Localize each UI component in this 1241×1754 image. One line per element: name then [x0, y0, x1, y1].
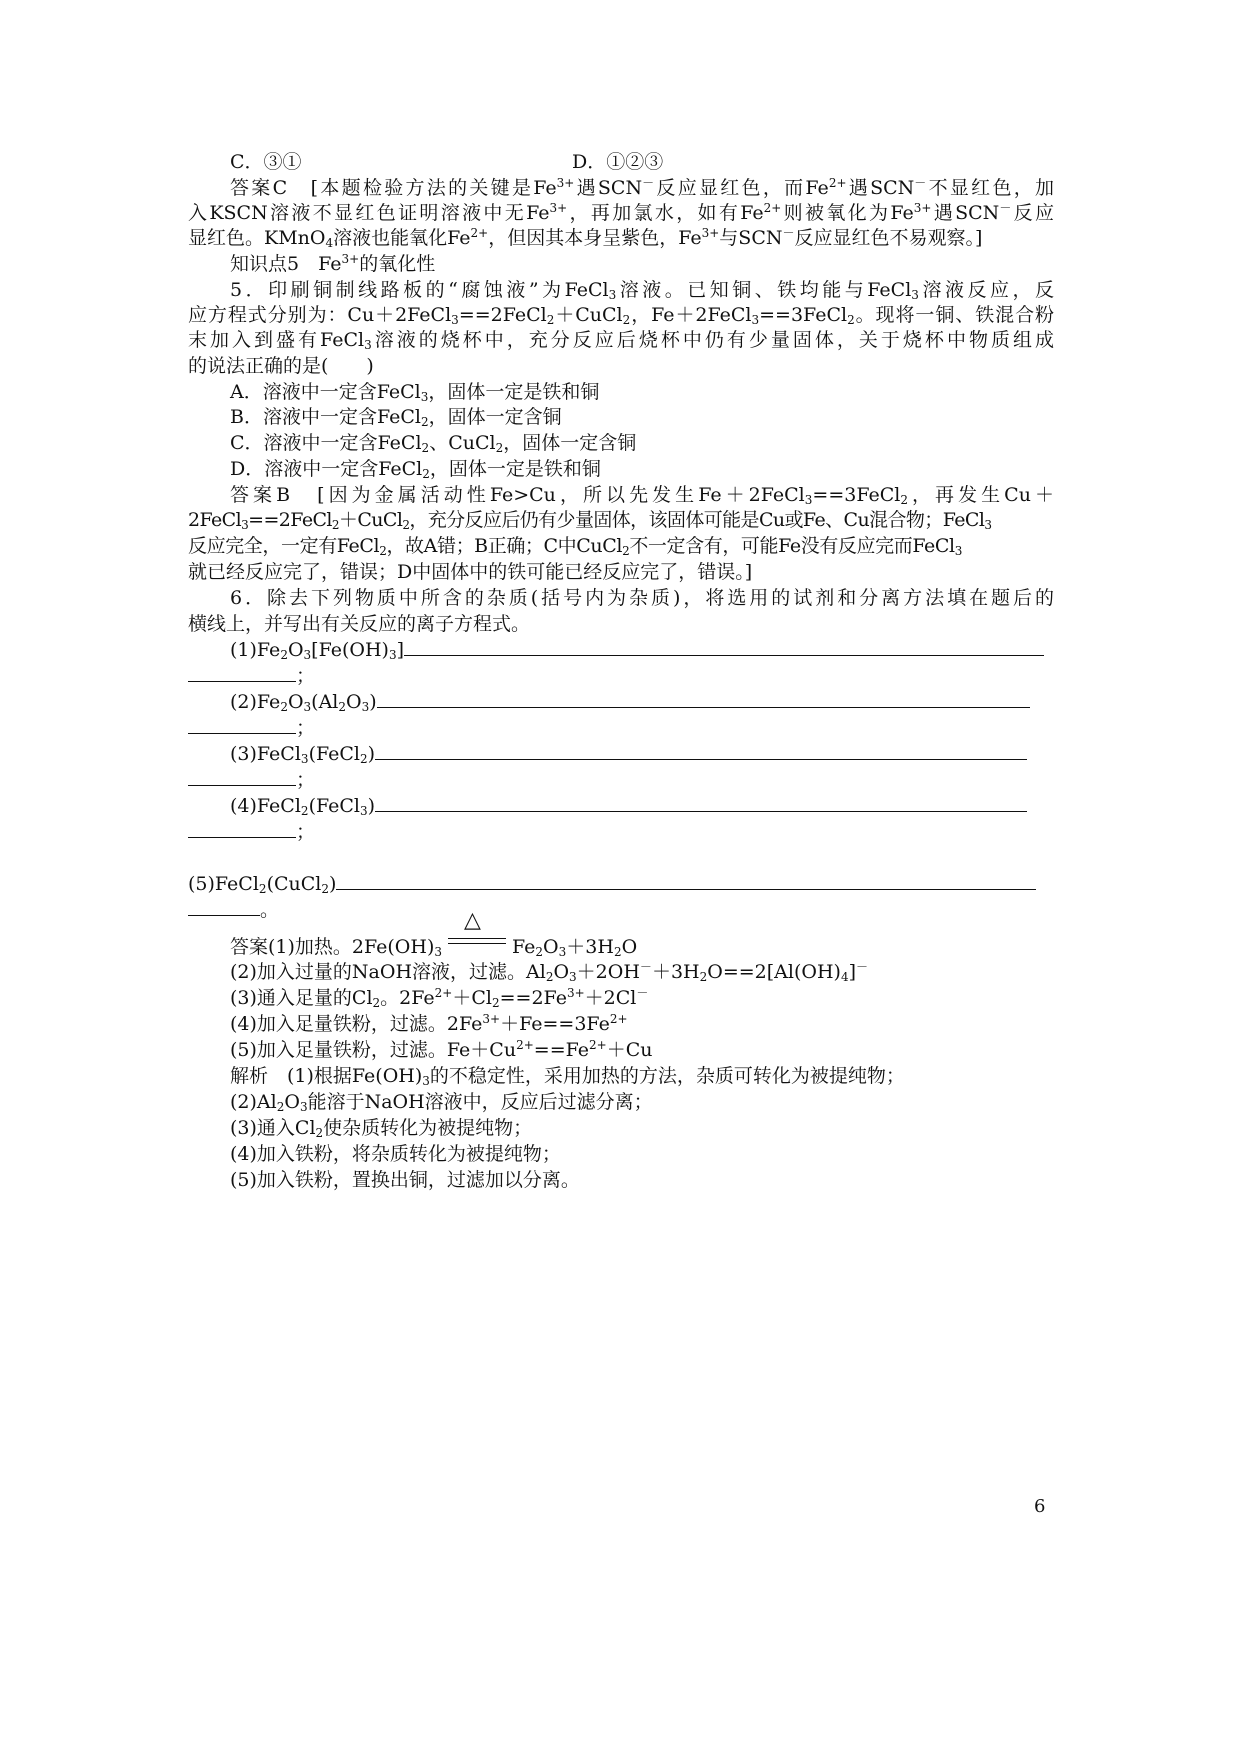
- q6-analysis4: (4)加入铁粉，将杂质转化为被提纯物；: [230, 1143, 561, 1165]
- q6-item3-cont: ；: [188, 768, 315, 792]
- q4-option-d: D．①②③: [572, 151, 664, 173]
- q5-option-b: B．溶液中一定含FeCl$_2$，固体一定含铜: [230, 406, 562, 429]
- answer-blank[interactable]: [188, 716, 296, 734]
- q5-answer-line2: 2FeCl$_3$==2FeCl$_2$＋CuCl$_2$，充分反应后仍有少量固体，该固体可能是Cu或Fe、Cu混合物；FeCl$_3$: [188, 509, 992, 532]
- q6-item1: $(1)Fe_2O_3[Fe(OH)_3]$: [230, 638, 1044, 662]
- q6-item5-cont: 。: [188, 898, 279, 922]
- q4-answer-line3: 显红色。KMnO$_4$溶液也能氧化$Fe^{2+}$，但因其本身呈紫色，$Fe^{3+}$与SCN－反应显红色不易观察。]: [188, 226, 983, 250]
- q6-item2-cont: ；: [188, 716, 315, 740]
- q4-answer-line2: 入KSCN溶液不显红色证明溶液中无$Fe^{3+}$，再加氯水，如有$Fe^{2+}$则被氧化为$Fe^{3+}$遇SCN－反应: [188, 201, 1055, 224]
- q6-stem-line2: 横线上，并写出有关反应的离子方程式。: [188, 613, 531, 635]
- q6-item5: (5)FeCl$_2$(CuCl$_2$): [188, 872, 1036, 896]
- q5-option-a: A．溶液中一定含FeCl$_3$，固体一定是铁和铜: [230, 381, 600, 404]
- q5-answer-line1: 答案B [因为金属活动性Fe>Cu，所以先发生Fe＋2FeCl$_3$==3FeCl$_2$，再发生Cu＋: [230, 484, 1054, 507]
- heat-symbol: △: [464, 908, 481, 933]
- q5-option-c: C．溶液中一定含FeCl$_2$、CuCl$_2$，固体一定含铜: [230, 432, 637, 455]
- answer-blank[interactable]: [188, 898, 260, 916]
- q6-item4-cont: ；: [188, 820, 315, 844]
- q6-analysis1: 解析 (1)根据$Fe(OH)_3$的不稳定性，采用加热的方法，杂质可转化为被提纯物；: [230, 1065, 905, 1088]
- q5-stem-line2: 应方程式分别为：Cu＋2FeCl$_3$==2FeCl$_2$＋CuCl$_2$，Fe＋2FeCl$_3$==3FeCl$_2$。现将一铜、铁混合粉: [188, 304, 1054, 327]
- q4-answer-line1: 答案C [本题检验方法的关键是$Fe^{3+}$遇SCN－反应显红色，而$Fe^{2+}$遇SCN－不显红色，加: [230, 176, 1055, 199]
- q4-option-c: C．③①: [230, 151, 302, 173]
- q6-item3: (3)FeCl$_3$(FeCl$_2$): [230, 742, 1027, 766]
- q5-option-d: D．溶液中一定含FeCl$_2$，固体一定是铁和铜: [230, 458, 601, 481]
- answer-blank[interactable]: [375, 742, 1027, 760]
- q6-answer2: (2)加入过量的NaOH溶液，过滤。$Al_2O_3+2OH^-+3H_2O==2[Al(OH)_4]^-$: [230, 960, 869, 984]
- q6-item4: (4)FeCl$_2$(FeCl$_3$): [230, 794, 1027, 818]
- q6-answer3: (3)通入足量的$Cl_2$。$2Fe^{2+}+Cl_2==2Fe^{3+}+2Cl^-$: [230, 986, 649, 1010]
- q6-item1-cont: ；: [188, 664, 315, 688]
- q6-item2: $(2)Fe_2O_3(Al_2O_3)$: [230, 690, 1030, 714]
- q5-stem-line3: 末加入到盛有FeCl$_3$溶液的烧杯中，充分反应后烧杯中仍有少量固体，关于烧杯中物质组成: [188, 329, 1054, 352]
- page-number: 6: [1034, 1496, 1046, 1517]
- answer-blank[interactable]: [188, 820, 296, 838]
- q6-analysis5: (5)加入铁粉，置换出铜，过滤加以分离。: [230, 1169, 580, 1191]
- q5-stem-line1: 5．印刷铜制线路板的“腐蚀液”为FeCl$_3$溶液。已知铜、铁均能与FeCl$_3$溶液反应，反: [230, 279, 1054, 302]
- answer-blank[interactable]: [336, 872, 1036, 890]
- answer-blank[interactable]: [188, 664, 296, 682]
- q5-stem-line4: 的说法正确的是( ): [188, 355, 374, 377]
- q5-answer-line4: 就已经反应完了，错误；D中固体中的铁可能已经反应完了，错误。]: [188, 561, 753, 583]
- q6-answer1: 答案(1)加热。$2Fe(OH)_3$ △ $Fe_2O_3+3H_2O$: [230, 908, 638, 959]
- answer-blank[interactable]: [377, 690, 1030, 708]
- answer-blank[interactable]: [404, 638, 1044, 656]
- q6-analysis2: $(2)Al_2O_3$能溶于NaOH溶液中，反应后过滤分离；: [230, 1091, 653, 1114]
- q6-answer4: (4)加入足量铁粉，过滤。$2Fe^{3+}+Fe==3Fe^{2+}$: [230, 1012, 628, 1035]
- q6-answer5: (5)加入足量铁粉，过滤。$Fe+Cu^{2+}==Fe^{2+}+Cu$: [230, 1038, 653, 1061]
- answer-blank[interactable]: [188, 768, 296, 786]
- answer-blank[interactable]: [375, 794, 1027, 812]
- q6-stem-line1: 6．除去下列物质中所含的杂质(括号内为杂质)，将选用的试剂和分离方法填在题后的: [230, 587, 1054, 609]
- heating-equals-sign: [448, 908, 506, 953]
- section-heading: 知识点5 $Fe^{3+}$的氧化性: [230, 252, 436, 275]
- q5-answer-line3: 反应完全，一定有FeCl$_2$，故A错；B正确；C中CuCl$_2$不一定含有，可能Fe没有反应完而FeCl$_3$: [188, 535, 962, 558]
- q6-analysis3: (3)通入$Cl_2$使杂质转化为被提纯物；: [230, 1117, 533, 1140]
